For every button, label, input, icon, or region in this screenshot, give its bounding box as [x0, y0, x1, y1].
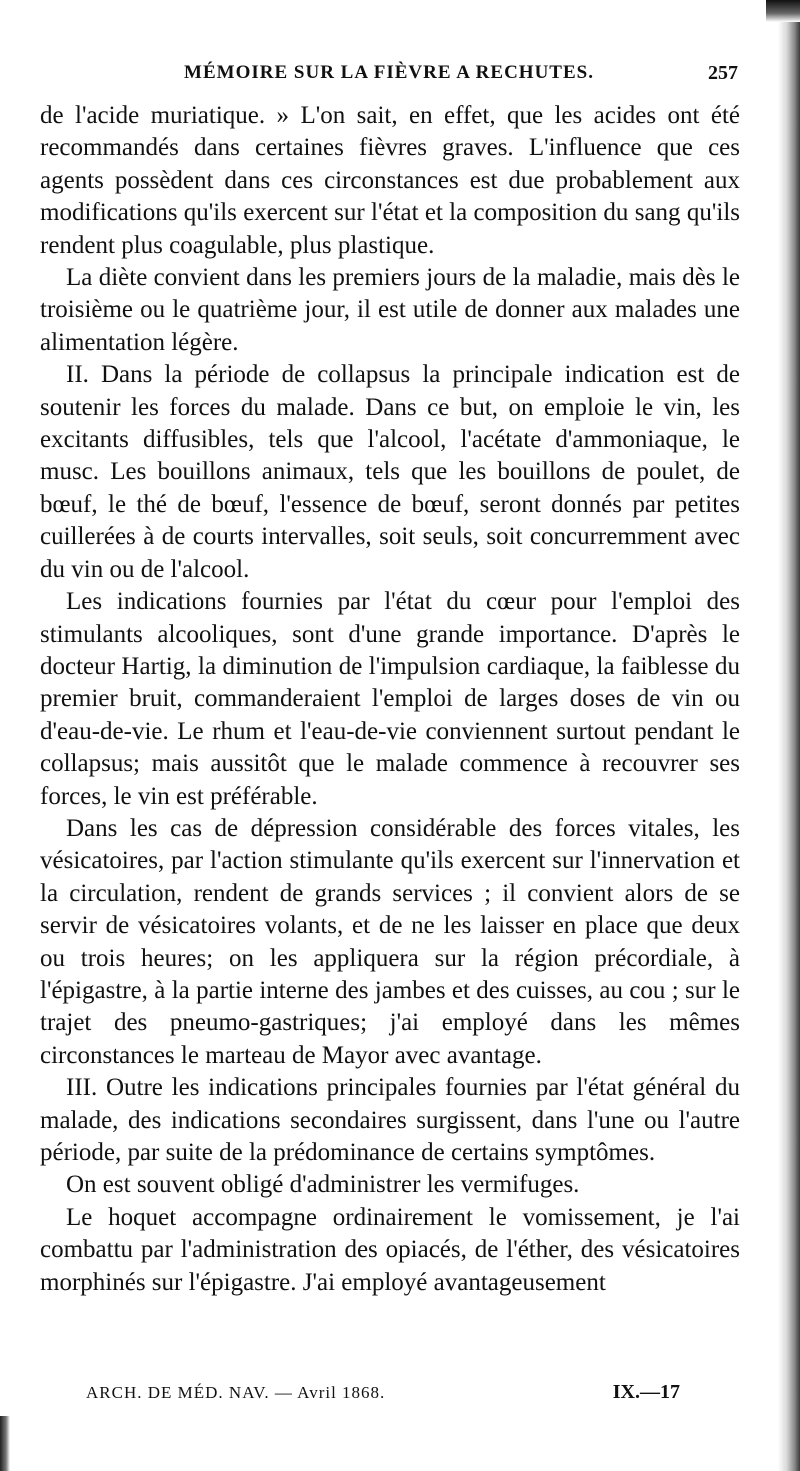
paragraph: II. Dans la période de collapsus la principale indication est de soutenir les forces du malade. Dans ce but, on emploie le vin, les excitants diffusibles, tels que l'alcool, l'acétate d'ammoniaque, le musc. Les bouillons animaux, tels que les bouillons de poulet, de bœuf, le thé de bœuf, l'essence de bœuf, seront donnés par petites cuillerées à de courts intervalles, soit seuls, soit concurremment avec du vin ou de l'alcool. — [40, 361, 740, 583]
paragraph: III. Outre les indications principales fournies par l'état général du malade, des indications secondaires surgissent, dans l'une ou l'autre période, par suite de la prédominance de certains symptômes. — [40, 1074, 740, 1166]
journal-citation: ARCH. DE MÉD. NAV. — Avril 1868. — [86, 1383, 386, 1402]
running-title: MÉMOIRE SUR LA FIÈVRE A RECHUTES. — [184, 62, 594, 83]
body-text — [40, 100, 740, 1299]
paragraph: On est souvent obligé d'administrer les vermifuges. — [66, 1171, 580, 1199]
paragraph: Les indications fournies par l'état du cœur pour l'emploi des stimulants alcooliques, sont d'une grande importance. D'après le docteur Hartig, la diminution de l'impulsion cardiaque, la faiblesse du premier bruit, commanderaient l'emploi de larges doses de vin ou d'eau-de-vie. Le rhum et l'eau-de-vie conviennent surtout pendant le collapsus; mais aussitôt que le malade commence à recouvrer ses forces, le vin est préférable. — [40, 588, 740, 810]
page-corner-shadow-bottom — [0, 1416, 10, 1471]
page-footer — [86, 1383, 680, 1409]
paragraph: La diète convient dans les premiers jours de la maladie, mais dès le troisième ou le quatrième jour, il est utile de donner aux malades une alimentation légère. — [40, 264, 740, 356]
page-corner-shadow — [766, 0, 800, 22]
paragraph: Dans les cas de dépression considérable des forces vitales, les vésicatoires, par l'action stimulante qu'ils exercent sur l'innervation et la circulation, rendent de grands services ; il convient alors de se servir de vésicatoires volants, et de ne les laisser en place que deux ou trois heures; on les appliquera sur la région précordiale, à l'épigastre, à la partie interne des jambes et des cuisses, au cou ; sur le trajet des pneumo-gastriques; j'ai employé dans les mêmes circonstances le marteau de Mayor avec avantage. — [40, 814, 740, 1069]
paragraph: de l'acide muriatique. » L'on sait, en effet, que les acides ont été recommandés dans certaines fièvres graves. L'influence que ces agents possèdent dans ces circonstances est due probablement aux modifications qu'ils exercent sur l'état et la composition du sang qu'ils rendent plus coagulable, plus plastique. — [40, 102, 740, 259]
printer-signature: IX.—17 — [612, 1381, 680, 1403]
paragraph: Le hoquet accompagne ordinairement le vomissement, je l'ai combattu par l'administration des opiacés, de l'éther, des vésicatoires morphinés sur l'épigastre. J'ai employé avantageusement — [40, 1203, 740, 1296]
page-number: 257 — [708, 62, 738, 84]
page-edge-shadow — [778, 0, 800, 1471]
page-header — [40, 62, 738, 90]
